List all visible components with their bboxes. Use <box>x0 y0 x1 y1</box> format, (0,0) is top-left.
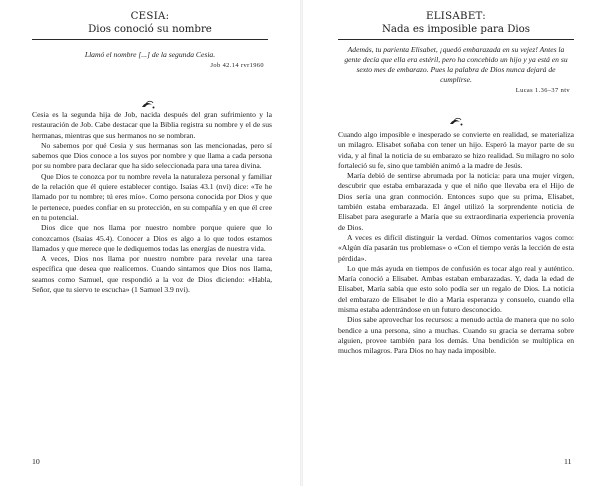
paragraph: Cesia es la segunda hija de Job, nacida después del gran sufrimiento y la restauración de Job. Cabe destacar que la Biblia registra su nombre y el de sus hermanas, mientras que sus hermanos no se nombran. <box>32 110 272 140</box>
paragraph: Cuando algo imposible e inesperado se convierte en realidad, se materializa un milagro. Elisabet soñaba con tener un hijo. Esperó la mayor parte de su vida, y al final la noticia de su embarazo se hizo realidad. Su milagro no solo fortaleció su fe, sino que también animó a la madre de Jesús. <box>338 130 574 170</box>
fleuron-icon <box>448 117 464 127</box>
paragraph: A veces es difícil distinguir la verdad. Oímos comentarios vagos como: «Algún día pasarán tus problemas» o «Con el tiempo verás la lección de esta pérdida». <box>338 232 574 263</box>
chapter-header <box>32 10 268 36</box>
header-rule <box>338 39 574 40</box>
paragraph: Dios dice que nos llama por nuestro nombre porque quiere que lo conozcamos (Isaías 45.4). Conocer a Dios es algo a lo que todos estamos llamados y que merece que le dediquemos todas las energías de nuestra vida. <box>32 223 272 253</box>
epigraph-source: Job 42.14 rvr1960 <box>210 62 264 69</box>
body-text <box>338 130 574 357</box>
chapter-subtitle: Dios conoció su nombre <box>88 24 212 35</box>
paragraph: Lo que más ayuda en tiempos de confusión es tocar algo real y auténtico. María conoció a Elisabet. Ambas estaban embarazadas. Y, dada la edad de Elisabet, María sabía que esto solo podía ser un regalo de Dios. La noticia del embarazo de Elisabet le dio a María esperanza y consuelo, cuando ella misma estaba adentrándose en un futuro desconocido. <box>338 263 574 315</box>
epigraph-text: Llamó el nombre [...] de la segunda Cesia. <box>84 50 216 59</box>
header-rule <box>32 39 268 40</box>
page-number: 10 <box>32 457 40 466</box>
epigraph <box>36 50 264 71</box>
page-number: 11 <box>564 457 572 466</box>
paragraph: No sabemos por qué Cesia y sus hermanas son las mencionadas, pero sí sabemos que Dios conoce a los suyos por nombre y que llama a cada persona por su nombre para declarar que ha sido seleccionada para una tarea divina. <box>32 140 272 171</box>
chapter-name: CESIA: <box>130 11 170 22</box>
paragraph: A veces, Dios nos llama por nuestro nombre para revelar una tarea específica que desea que realicemos. Cuando sintamos que Dios nos llama, seamos como Samuel, que respondió a la voz de Dios diciendo: «Habla, Señor, que tu siervo te escucha» (1 Samuel 3.9 nvi). <box>32 254 272 295</box>
right-page <box>302 0 603 486</box>
fleuron-icon <box>140 100 156 110</box>
epigraph-text: Además, tu parienta Elisabet, ¡quedó embarazada en su vejez! Antes la gente decía que ella era estéril, pero ha concebido un hijo y ya está en su sexto mes de embarazo. Pues la palabra de Dios nunca dejará de cumplirse. <box>344 45 568 84</box>
paragraph: Que Dios te conozca por tu nombre revela la naturaleza personal y familiar de la relación que él quiere establecer contigo. Isaías 43.1 (nvi) dice: «Te he llamado por tu nombre; tú eres mío». Como persona conocida por Dios y que le pertenece, puedes confiar en su protección, en su compañía y en que él cree en tu potencial. <box>32 171 272 222</box>
body-text <box>32 110 272 295</box>
chapter-subtitle: Nada es imposible para Dios <box>382 24 530 35</box>
left-page <box>0 0 301 486</box>
chapter-name: ELISABET: <box>425 11 487 22</box>
paragraph: María debió de sentirse abrumada por la noticia: para una mujer virgen, descubrir que estaba embarazada y que el niño que llevaba era el Hijo de Dios sería una gran conmoción. Entonces supo que su prima, Elisabet, también estaba embarazada. El ángel utilizó la sorprendente noticia de Elisabet para asegurarle a María que su extraordinaria experiencia provenía de Dios. <box>338 171 574 232</box>
epigraph-source: Lucas 1.36–37 ntv <box>515 87 570 94</box>
chapter-header <box>338 10 574 36</box>
paragraph: Dios sabe aprovechar los recursos: a menudo actúa de manera que no solo bendice a una persona, sino a muchas. Cuando su gracia se derrama sobre alguien, provee también para los demás. Una bendición se multiplica en muchos milagros. Para Dios no hay nada imposible. <box>338 315 574 356</box>
epigraph <box>342 45 570 96</box>
